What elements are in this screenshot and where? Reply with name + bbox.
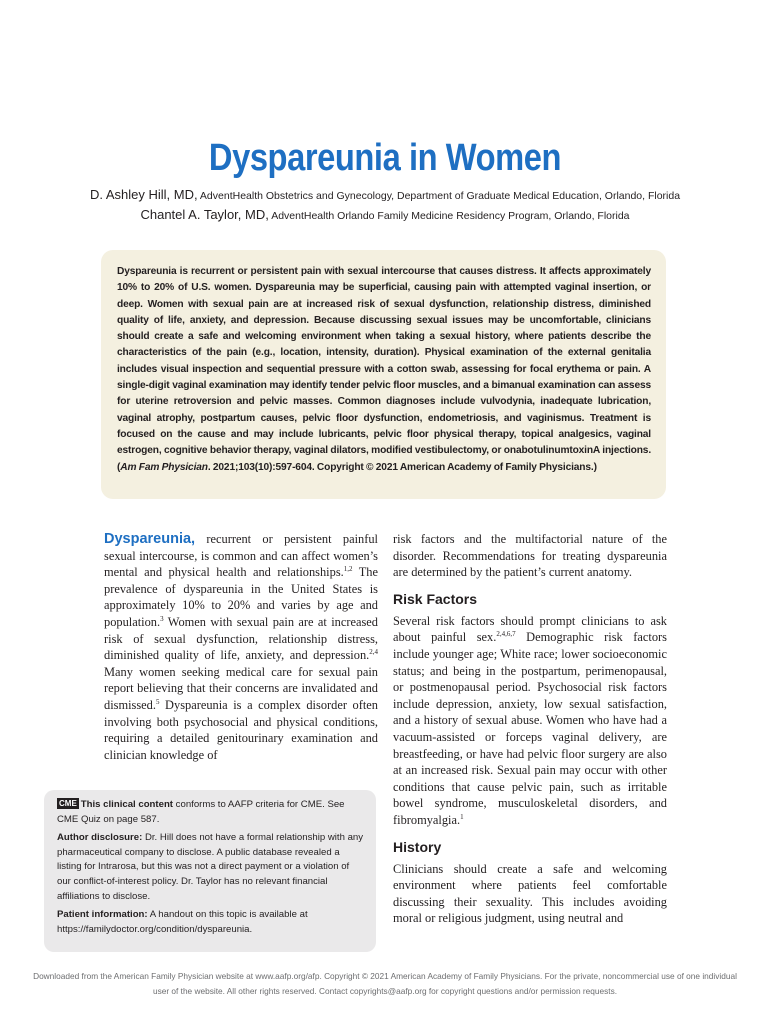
- author-name: D. Ashley Hill, MD,: [89, 187, 198, 202]
- author-disclosure: Author disclosure: Dr. Hill does not have a formal relationship with any pharmaceutical company to disclose. A public database revealed a listing for Intrarosa, but this was not a direct payment or a violation of our conflict-of-interest policy. Dr. Taylor has no relevant financial affiliations to disclose.: [57, 832, 364, 902]
- column-left: [104, 531, 378, 763]
- cme-disclosure-box: [44, 790, 376, 952]
- reference: 2,4,6,7: [496, 630, 516, 639]
- author-affiliation: AdventHealth Orlando Family Medicine Residency Program, Orlando, Florida: [271, 210, 630, 222]
- author-line-1: [0, 187, 770, 202]
- intro-paragraph: Dyspareunia, recurrent or persistent painful sexual intercourse, is common and can affect women’s mental and physical health and relationships.$^{1,2}$ The prevalence of dyspareunia in the United States is approximately 10% to 20% and varies by age and population.$^3$ Women with sexual pain are at increased risk of sexual dysfunction, relationship distress, diminished quality of life, anxiety, and depression.$^{2,4}$ Many women seeking medical care for sexual pain report believing that their concerns are invalidated and dismissed.$^5$ Dyspareunia is a complex disorder often involving both psychosocial and physical conditions, requiring a detailed genitourinary examination and clinician knowledge of: [104, 531, 378, 762]
- risk-factors-paragraph: Several risk factors should prompt clinicians to ask about painful sex.$^{2,4,6,7}$ Demographic risk factors include younger age; White race; lower socioeconomic status; and being in the postpartum, perimenopausal, or postmenopausal period. Psychosocial risk factors include depression, anxiety, low sexual satisfaction, and a history of sexual abuse. Women who have had a vacuum-assisted or forceps vaginal delivery, are breastfeeding, or have had pelvic floor surgery are also at an increased risk. Sexual pain may occur with other conditions that cause pelvic pain, such as irritable bowel syndrome, musculoskeletal disorders, and fibromyalgia.$^1$: [393, 613, 668, 827]
- intro-paragraph-continued: risk factors and the multifactorial nature of the disorder. Recommendations for treating dyspareunia are determined by the patient’s current anatomy.: [393, 532, 667, 580]
- history-paragraph: Clinicians should create a safe and welcoming environment where patients feel comfortable discussing their sexuality. This includes avoiding moral or religious judgment, using neutral and: [393, 861, 667, 926]
- reference: 2,4: [369, 648, 378, 657]
- reference: 3: [160, 614, 164, 623]
- abstract-text: Dyspareunia is recurrent or persistent pain with sexual intercourse that causes distress. It affects approximately 10% to 20% of U.S. women. Dyspareunia may be superficial, causing pain with attempted vaginal insertion, or deep. Women with sexual pain are at increased risk of sexual dysfunction, relationship distress, diminished quality of life, anxiety, and depression. Because discussing sexual issues may be uncomfortable, clinicians should create a safe and welcoming environment when taking a sexual history, where patients describe the characteristics of the pain (e.g., location, intensity, duration). Physical examination of the external genitalia includes visual inspection and sequential pressure with a cotton swab, assessing for focal erythema or pain. A single-digit vaginal examination may identify tender pelvic floor muscles, and a bimanual examination can assess for uterine retroversion and pelvic masses. Common diagnoses include vulvodynia, inadequate lubrication, vaginal atrophy, postpartum causes, pelvic floor dysfunction, endometriosis, and vaginismus. Treatment is focused on the cause and may include lubricants, pelvic floor physical therapy, topical analgesics, vaginal estrogen, cognitive behavior therapy, vaginal dilators, modified vestibulectomy, or onabotulinumtoxinA injections. (Am Fam Physician. 2021;103(10):597-604. Copyright © 2021 American Academy of Family Physicians.): [117, 266, 651, 473]
- cme-badge: CME: [59, 799, 77, 808]
- lead-term: Dyspareunia,: [104, 531, 196, 547]
- section-heading-history: History: [393, 838, 442, 855]
- author-name: Chantel A. Taylor, MD,: [140, 207, 269, 222]
- abstract-box: [101, 250, 666, 499]
- column-right: [393, 531, 667, 927]
- author-affiliation: AdventHealth Obstetrics and Gynecology, Department of Graduate Medical Education, Orlando, Florida: [199, 190, 681, 202]
- journal-name: Am Fam Physician: [120, 461, 208, 473]
- article-title: Dyspareunia in Women: [208, 137, 562, 179]
- reference: 1,2: [343, 565, 353, 574]
- patient-information: Patient information: A handout on this topic is available at https://familydoctor.org/condition/dyspareunia.: [57, 909, 308, 935]
- cme-note: CME This clinical content conforms to AAFP criteria for CME. See CME Quiz on page 587.: [57, 799, 345, 825]
- page-footer: Downloaded from the American Family Physician website at www.aafp.org/afp. Copyright © 2021 American Academy of Family Physicians. For the private, noncommercial use of one individual user of the website. All other rights reserved. Contact copyrights@aafp.org for copyright questions and/or permission requests.: [33, 971, 737, 996]
- reference: 1: [460, 812, 464, 821]
- reference: 5: [155, 697, 160, 706]
- section-heading-risk-factors: Risk Factors: [393, 590, 478, 607]
- author-line-2: [0, 207, 770, 222]
